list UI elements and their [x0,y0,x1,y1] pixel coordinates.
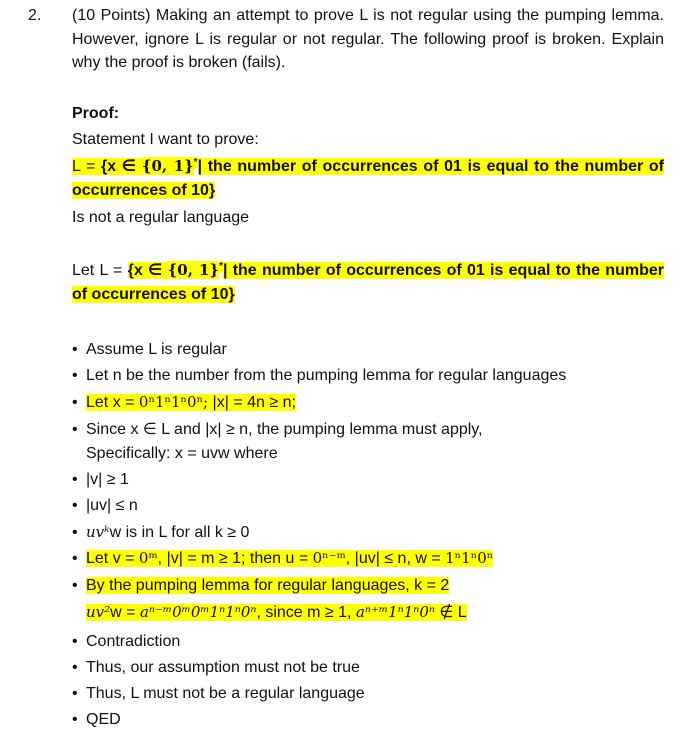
statement-intro: Statement I want to prove: [72,131,259,148]
let-set: {0, 1} [167,261,220,279]
math-expression: aⁿ⁻ᵐ0ᵐ0ᵐ1ⁿ1ⁿ0ⁿ [139,603,257,621]
bullet-dot: • [72,550,78,567]
bullet-dot: • [72,659,78,676]
bullet-continuation [86,600,467,625]
let-star: * [219,260,223,272]
math-expression: uv² [86,603,111,621]
bullet-text [86,394,296,411]
bullet-text: QED [86,711,121,728]
bullet-dot: • [72,524,78,541]
bullet-dot: • [72,711,78,728]
math-expression: 0ᵐ [138,549,158,567]
bullet-text-part: Let v = [86,550,139,567]
bullet-text: Thus, our assumption must not be true [86,659,360,676]
lang-set: {0, 1} [141,157,194,175]
bullet-text-part: , |v| = m ≥ 1; then u = [157,550,313,567]
let-definition [72,258,664,307]
bullet-text: Assume L is regular [86,341,227,358]
bullet-text: Let n be the number from the pumping lemma for regular languages [86,367,567,384]
question-text: (10 Points) Making an attempt to prove L is not regular using the pumping lemma. However, ignore L is regular or not regular. The following proof is broken. Explain why the proof is broken (fails). [72,7,664,71]
list-item [72,630,180,654]
bullet-text: |uv| ≤ n [86,497,138,514]
bullet-text [86,604,467,621]
bullet-text-part: w = [110,604,140,621]
math-expression: 0ⁿ1ⁿ1ⁿ0ⁿ; [138,393,209,411]
bullet-text-part: |x| = 4n ≥ n; [208,394,296,411]
list-item [72,574,449,598]
list-item [72,494,138,518]
let-def-end: | the number of occurrences of 01 is equal to the number of occurrences of 10} [72,262,664,303]
not-regular-line: Is not a regular language [72,209,250,226]
list-item [72,468,129,492]
math-expression: 1ⁿ1ⁿ0ⁿ [445,549,494,567]
bullet-dot: • [72,577,78,594]
list-item [72,364,566,388]
bullet-text-part: , |uv| ≤ n, w = [345,550,446,567]
list-item [72,418,483,442]
math-expression: uvᵏ [86,523,110,541]
list-item [72,546,493,571]
bullet-text-part: ∉ L [434,604,467,621]
language-definition [72,154,664,203]
bullet-text: |v| ≥ 1 [86,471,129,488]
question-number: 2. [28,7,42,24]
bullet-dot: • [72,633,78,650]
bullet-text: Contradiction [86,633,181,650]
bullet-text: Thus, L must not be a regular language [86,685,365,702]
lang-star: * [193,156,198,168]
bullet-text: By the pumping lemma for regular languages, k = 2 [86,577,450,594]
lang-prefix: L = [72,158,101,175]
bullet-text-part: Let x = [86,394,139,411]
bullet-continuation: Specifically: x = uvw where [86,445,278,462]
bullet-dot: • [72,394,78,411]
bullet-text-part: , since m ≥ 1, [256,604,356,621]
bullet-dot: • [72,421,78,438]
bullet-text: Since x ∈ L and |x| ≥ n, the pumping lemma must apply, [86,421,483,438]
list-item [72,656,360,680]
lang-def-start: {x ∈ [101,158,142,175]
bullet-dot: • [72,341,78,358]
list-item [72,390,296,415]
lang-def-end: | the number of occurrences of 01 is equal to the number of occurrences of 10} [72,158,664,199]
list-item [72,338,227,362]
math-expression: aⁿ⁺ᵐ1ⁿ1ⁿ0ⁿ [355,603,435,621]
bullet-text: w is in L for all k ≥ 0 [109,524,250,541]
bullet-dot: • [72,367,78,384]
list-item [72,520,249,545]
let-def-start: {x ∈ [127,262,168,279]
math-expression: 0ⁿ⁻ᵐ [312,549,346,567]
list-item [72,708,121,732]
bullet-dot: • [72,497,78,514]
let-prefix: Let L = [72,262,128,279]
bullet-dot: • [72,685,78,702]
list-item [72,682,365,706]
proof-heading: Proof: [72,105,120,122]
bullet-text [86,550,493,567]
bullet-dot: • [72,471,78,488]
